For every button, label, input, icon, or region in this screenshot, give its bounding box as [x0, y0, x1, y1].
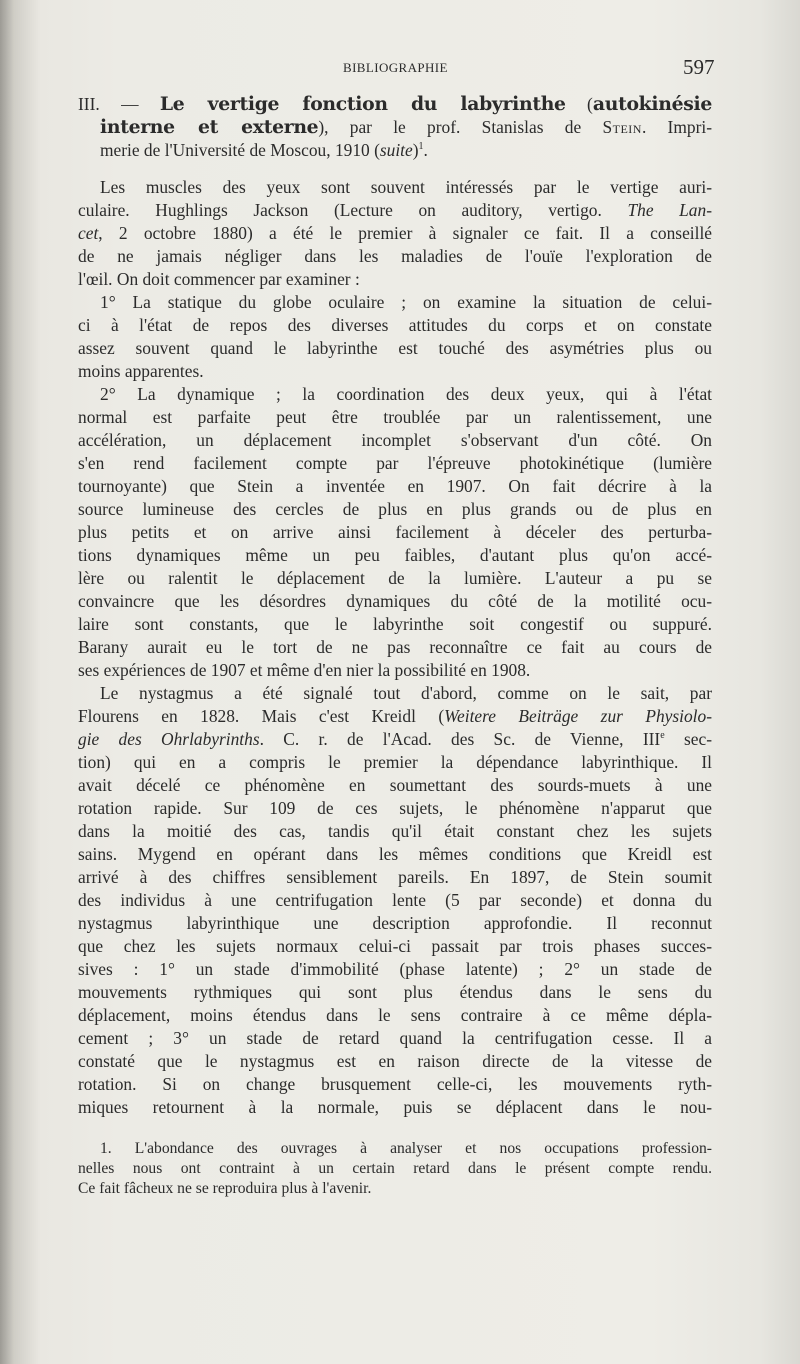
text-span: , 2 octobre 1880) a été le premier à signaler ce fait. Il a conseillé — [98, 223, 712, 243]
text-line: moins apparentes. — [78, 361, 204, 381]
text-line: lère ou ralentit le déplacement de la lumière. L'auteur a pu se — [78, 568, 712, 588]
text-line: Barany aurait eu le tort de ne pas reconnaître ce fait au cours de — [78, 637, 712, 657]
footnote-line: nelles nous ont contraint à un certain retard dans le présent compte rendu. — [78, 1160, 712, 1177]
article-body — [78, 93, 712, 1199]
text-line: laire sont constants, que le labyrinthe soit congestif ou suppuré. — [78, 614, 712, 634]
text-line: sives : 1° un stade d'immobilité (phase latente) ; 2° un stade de — [78, 959, 712, 979]
title-line-2 — [78, 116, 712, 139]
running-title: BIBLIOGRAPHIE — [343, 60, 448, 75]
text-line: Le nystagmus a été signalé tout d'abord, comme on le sait, par — [100, 683, 712, 703]
title-line-3c: . — [423, 140, 428, 160]
text-line: source lumineuse des cercles de plus en plus grands ou de plus en — [78, 499, 712, 519]
footnote-line: 1. L'abondance des ouvrages à analyser et nos occupations profession- — [100, 1140, 712, 1157]
cited-title: gie des Ohrlabyrinths — [78, 729, 260, 749]
journal-title: The Lan- — [627, 200, 712, 220]
title-bold-3: interne et externe — [100, 116, 319, 138]
text-line: tion) qui en a compris le premier la dépendance labyrinthique. Il — [78, 752, 712, 772]
text-line: accélération, un déplacement incomplet s'observant d'un côté. On — [78, 430, 712, 450]
text-line: nystagmus labyrinthique une description approfondie. Il reconnut — [78, 913, 712, 933]
footnote-ref: 1 — [418, 141, 424, 153]
text-line: Les muscles des yeux sont souvent intéressés par le vertige auri- — [100, 177, 712, 197]
cited-title: Weitere Beiträge zur Physiolo- — [444, 706, 712, 726]
superscript: e — [660, 730, 665, 742]
text-line: cement ; 3° un stade de retard quand la centrifugation cesse. Il a — [78, 1028, 712, 1048]
text-span: Flourens en 1828. Mais c'est Kreidl ( — [78, 706, 445, 726]
title-line-1 — [78, 93, 712, 116]
footnote-line: Ce fait fâcheux ne se reproduira plus à l'avenir. — [78, 1180, 372, 1197]
text-span: culaire. Hughlings Jackson (Lecture on auditory, vertigo. — [78, 200, 628, 220]
title-line-3 — [78, 139, 712, 162]
text-line: l'œil. On doit commencer par examiner : — [78, 269, 360, 289]
text-line: sains. Mygend en opérant dans les mêmes conditions que Kreidl est — [78, 844, 712, 864]
text-line: dans la moitié des cas, tandis qu'il était constant chez les sujets — [78, 821, 712, 841]
text-line: convaincre que les désordres dynamiques du côté de la motilité ocu- — [78, 591, 712, 611]
running-head — [0, 55, 800, 80]
title-line-3a: merie de l'Université de Moscou, 1910 ( — [100, 140, 380, 160]
section-numeral: III. — — [78, 94, 160, 114]
text-line: miques retournent à la normale, puis se déplacent dans le nou- — [78, 1097, 712, 1117]
text-line: 1° La statique du globe oculaire ; on examine la situation de celui- — [100, 292, 712, 312]
text-line: normal est parfaite peut être troublée par un ralentissement, une — [78, 407, 712, 427]
text-line: rotation rapide. Sur 109 de ces sujets, le phénomène n'apparut que — [78, 798, 712, 818]
author-name: Stein — [602, 117, 642, 137]
text-line: rotation. Si on change brusquement celle-ci, les mouvements ryth- — [78, 1074, 712, 1094]
text-line: des individus à une centrifugation lente (5 par seconde) et donna du — [78, 890, 712, 910]
text-line: ses expériences de 1907 et même d'en nier la possibilité en 1908. — [78, 660, 531, 680]
title-bold-1: Le vertige fonction du labyrinthe — [159, 93, 566, 115]
footnote — [78, 1139, 712, 1199]
title-tail-2: . Impri- — [641, 117, 712, 137]
text-line — [78, 705, 712, 728]
text-line: que chez les sujets normaux celui-ci passait par trois phases succes- — [78, 936, 712, 956]
text-line: mouvements rythmiques qui sont plus étendus dans le sens du — [78, 982, 712, 1002]
text-line — [78, 199, 712, 222]
text-line: tions dynamiques même un peu faibles, d'autant plus qu'on accé- — [78, 545, 712, 565]
text-line: tournoyante) que Stein a inventée en 1907. On fait décrire à la — [78, 476, 712, 496]
text-line: ci à l'état de repos des diverses attitudes du corps et on constate — [78, 315, 712, 335]
text-span: . C. r. de l'Acad. des Sc. de Vienne, III — [259, 729, 661, 749]
title-tail-1: ), par le prof. Stanislas de — [318, 117, 603, 137]
text-line — [78, 222, 712, 245]
title-bold-2: autokinésie — [592, 93, 712, 115]
text-line: s'en rend facilement compte par l'épreuve photokinétique (lumière — [78, 453, 712, 473]
page-number: 597 — [683, 55, 715, 79]
text-span: sec- — [664, 729, 712, 749]
text-line: de ne jamais négliger dans les maladies de l'ouïe l'exploration de — [78, 246, 712, 266]
text-line: avait décelé ce phénomène en soumettant des sourds-muets à une — [78, 775, 712, 795]
text-line: 2° La dynamique ; la coordination des deux yeux, qui à l'état — [100, 384, 712, 404]
text-line — [78, 728, 712, 751]
title-line-3b: ) — [412, 140, 419, 160]
text-line: constaté que le nystagmus est en raison directe de la vitesse de — [78, 1051, 712, 1071]
text-line: déplacement, moins étendus dans le sens contraire à ce même dépla- — [78, 1005, 712, 1025]
text-line: assez souvent quand le labyrinthe est touché des asymétries plus ou — [78, 338, 712, 358]
title-paren: ( — [565, 94, 593, 114]
text-line: arrivé à des chiffres sensiblement pareils. En 1897, de Stein soumit — [78, 867, 712, 887]
title-suite: suite — [379, 140, 413, 160]
journal-title: cet — [78, 223, 99, 243]
text-line: plus petits et on arrive ainsi facilement à déceler des perturba- — [78, 522, 712, 542]
